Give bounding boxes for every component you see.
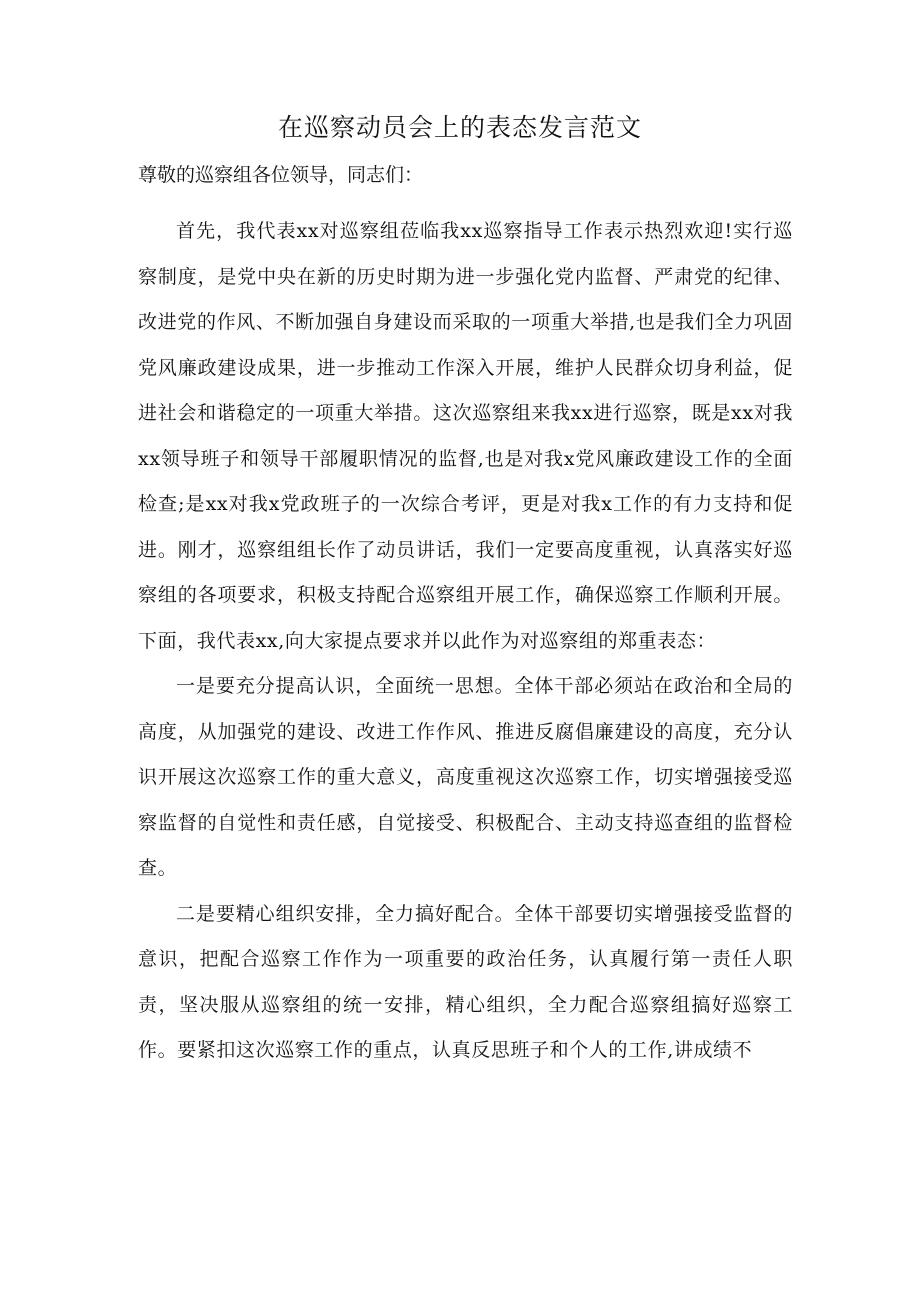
document-title: 在巡察动员会上的表态发言范文 bbox=[277, 113, 642, 142]
paragraph-point-one: 一是要充分提高认识，全面统一思想。全体干部必须站在政治和全局的高度，从加强党的建设、改进工作作风、推进反腐倡廉建设的高度，充分认识开展这次巡察工作的重大意义，高度重视这次巡察工作，切实增强接受巡察监督的自觉性和责任感，自觉接受、积极配合、主动支持巡查组的监督检查。 bbox=[138, 675, 793, 879]
paragraph-opening: 首先，我代表xx对巡察组莅临我xx巡察指导工作表示热烈欢迎!实行巡察制度，是党中央在新的历史时期为进一步强化党内监督、严肃党的纪律、改进党的作风、不断加强自身建设而采取的一项重大举措,也是我们全力巩固党风廉政建设成果，进一步推动工作深入开展，维护人民群众切身利益，促进社会和谐稳定的一项重大举措。这次巡察组来我xx进行巡察，既是xx对我xx领导班子和领导干部履职情况的监督,也是对我x党风廉政建设工作的全面检查;是xx对我x党政班子的一次综合考评，更是对我x工作的有力支持和促进。刚才，巡察组组长作了动员讲话，我们一定要高度重视，认真落实好巡察组的各项要求，积极支持配合巡察组开展工作，确保巡察工作顺利开展。下面，我代表xx,向大家提点要求并以此作为对巡察组的郑重表态： bbox=[138, 220, 793, 652]
document-body bbox=[138, 209, 793, 1074]
salutation: 尊敬的巡察组各位领导，同志们： bbox=[138, 164, 424, 186]
paragraph-point-two: 二是要精心组织安排，全力搞好配合。全体干部要切实增强接受监督的意识，把配合巡察工作作为一项重要的政治任务，认真履行第一责任人职责，坚决服从巡察组的统一安排，精心组织，全力配合巡察组搞好巡察工作。要紧扣这次巡察工作的重点，认真反思班子和个人的工作,讲成绩不 bbox=[138, 902, 793, 1061]
